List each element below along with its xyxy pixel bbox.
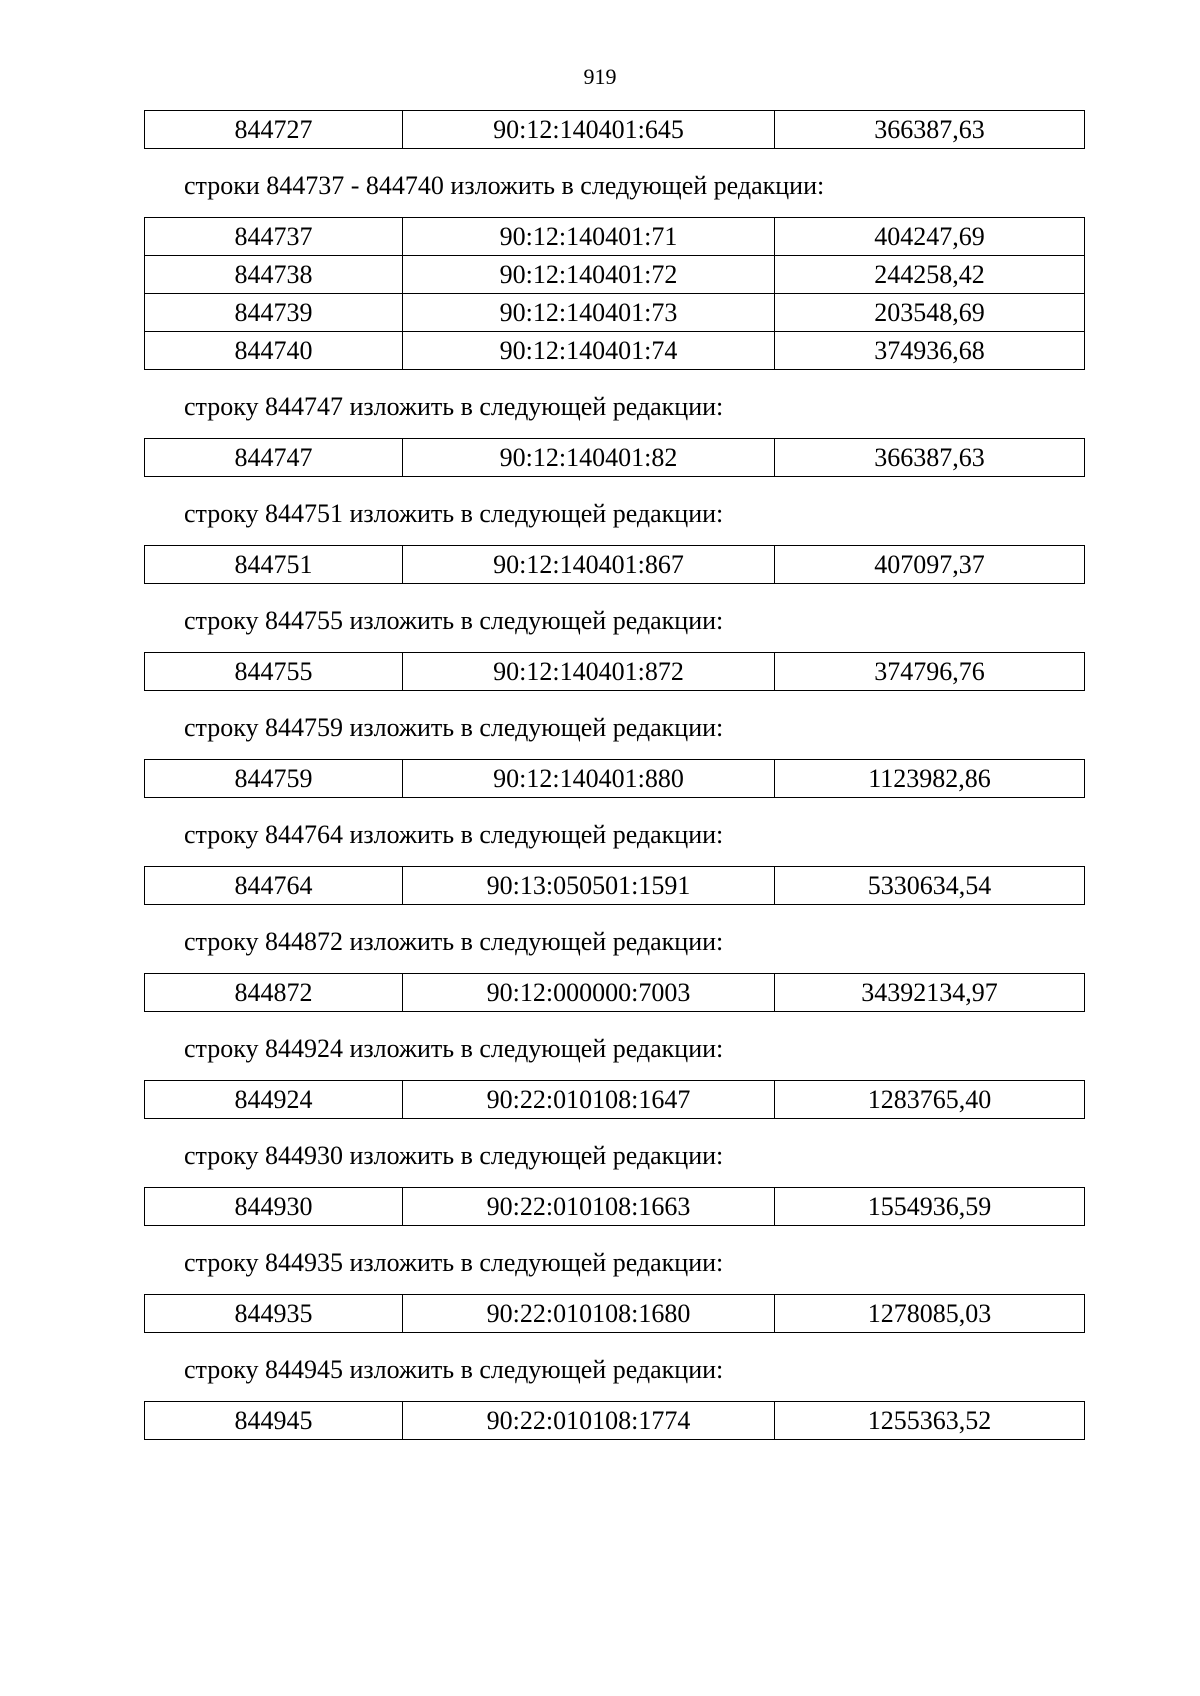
value-cell: 1278085,03 [775, 1295, 1085, 1333]
table-body [145, 1295, 1085, 1333]
amendment-caption: строку 844751 изложить в следующей редакции: [184, 499, 724, 528]
record-number-cell: 844759 [145, 760, 403, 798]
amendment-caption: строки 844737 - 844740 изложить в следующей редакции: [184, 171, 825, 200]
table-body [145, 1081, 1085, 1119]
value-cell: 34392134,97 [775, 974, 1085, 1012]
data-table [144, 1080, 1085, 1119]
value-cell: 374796,76 [775, 653, 1085, 691]
table-row [145, 218, 1085, 256]
cadastral-number-cell: 90:22:010108:1680 [403, 1295, 775, 1333]
amendment-caption: строку 844924 изложить в следующей редакции: [184, 1034, 724, 1063]
record-number-cell: 844755 [145, 653, 403, 691]
table-row [145, 867, 1085, 905]
record-number-cell: 844740 [145, 332, 403, 370]
table-row [145, 332, 1085, 370]
record-number-cell: 844747 [145, 439, 403, 477]
amendment-section [144, 816, 1084, 905]
data-table [144, 652, 1085, 691]
cadastral-number-cell: 90:12:140401:74 [403, 332, 775, 370]
value-cell: 407097,37 [775, 546, 1085, 584]
table-body [145, 867, 1085, 905]
cadastral-number-cell: 90:22:010108:1774 [403, 1402, 775, 1440]
table-row [145, 974, 1085, 1012]
table-body [145, 546, 1085, 584]
value-cell: 1554936,59 [775, 1188, 1085, 1226]
value-cell: 366387,63 [775, 439, 1085, 477]
data-table [144, 1187, 1085, 1226]
cadastral-number-cell: 90:22:010108:1663 [403, 1188, 775, 1226]
data-table [144, 1294, 1085, 1333]
table-body [145, 653, 1085, 691]
data-table [144, 759, 1085, 798]
amendment-section [144, 1137, 1084, 1226]
table-row [145, 111, 1085, 149]
table-row [145, 760, 1085, 798]
data-table [144, 110, 1085, 149]
cadastral-number-cell: 90:12:140401:73 [403, 294, 775, 332]
table-row [145, 1081, 1085, 1119]
value-cell: 1255363,52 [775, 1402, 1085, 1440]
record-number-cell: 844727 [145, 111, 403, 149]
cadastral-number-cell: 90:12:140401:82 [403, 439, 775, 477]
record-number-cell: 844739 [145, 294, 403, 332]
amendment-section [144, 388, 1084, 477]
amendment-section [144, 1244, 1084, 1333]
record-number-cell: 844924 [145, 1081, 403, 1119]
table-body [145, 1402, 1085, 1440]
table-row [145, 653, 1085, 691]
amendment-caption: строку 844930 изложить в следующей редакции: [184, 1141, 724, 1170]
cadastral-number-cell: 90:12:140401:645 [403, 111, 775, 149]
amendment-caption: строку 844764 изложить в следующей редакции: [184, 820, 724, 849]
document-body [144, 110, 1084, 1440]
amendment-caption: строку 844872 изложить в следующей редакции: [184, 927, 724, 956]
record-number-cell: 844737 [145, 218, 403, 256]
data-table [144, 1401, 1085, 1440]
data-table [144, 973, 1085, 1012]
cadastral-number-cell: 90:12:140401:72 [403, 256, 775, 294]
amendment-section [144, 1351, 1084, 1440]
amendment-caption: строку 844755 изложить в следующей редакции: [184, 606, 724, 635]
value-cell: 203548,69 [775, 294, 1085, 332]
amendment-caption: строку 844759 изложить в следующей редакции: [184, 713, 724, 742]
value-cell: 1283765,40 [775, 1081, 1085, 1119]
table-row [145, 1188, 1085, 1226]
page-number: 919 [583, 64, 617, 89]
amendment-section [144, 709, 1084, 798]
value-cell: 244258,42 [775, 256, 1085, 294]
table-row [145, 256, 1085, 294]
cadastral-number-cell: 90:12:140401:872 [403, 653, 775, 691]
amendment-sections [144, 167, 1084, 1440]
value-cell: 374936,68 [775, 332, 1085, 370]
value-cell: 404247,69 [775, 218, 1085, 256]
record-number-cell: 844764 [145, 867, 403, 905]
table-row [145, 1402, 1085, 1440]
data-table [144, 545, 1085, 584]
cadastral-number-cell: 90:12:140401:880 [403, 760, 775, 798]
table-row [145, 439, 1085, 477]
table-body [145, 111, 1085, 149]
value-cell: 366387,63 [775, 111, 1085, 149]
amendment-caption: строку 844935 изложить в следующей редакции: [184, 1248, 724, 1277]
record-number-cell: 844945 [145, 1402, 403, 1440]
amendment-caption: строку 844945 изложить в следующей редакции: [184, 1355, 724, 1384]
amendment-section [144, 495, 1084, 584]
value-cell: 1123982,86 [775, 760, 1085, 798]
amendment-section [144, 1030, 1084, 1119]
table-body [145, 974, 1085, 1012]
cadastral-number-cell: 90:12:140401:71 [403, 218, 775, 256]
amendment-section [144, 923, 1084, 1012]
table-body [145, 760, 1085, 798]
data-table [144, 217, 1085, 370]
data-table [144, 866, 1085, 905]
cadastral-number-cell: 90:13:050501:1591 [403, 867, 775, 905]
amendment-section [144, 602, 1084, 691]
table-body [145, 439, 1085, 477]
cadastral-number-cell: 90:12:140401:867 [403, 546, 775, 584]
amendment-section [144, 167, 1084, 370]
record-number-cell: 844872 [145, 974, 403, 1012]
table-body [145, 1188, 1085, 1226]
data-table [144, 438, 1085, 477]
table-row [145, 294, 1085, 332]
amendment-caption: строку 844747 изложить в следующей редакции: [184, 392, 724, 421]
record-number-cell: 844751 [145, 546, 403, 584]
table-body [145, 218, 1085, 370]
record-number-cell: 844738 [145, 256, 403, 294]
cadastral-number-cell: 90:12:000000:7003 [403, 974, 775, 1012]
record-number-cell: 844930 [145, 1188, 403, 1226]
record-number-cell: 844935 [145, 1295, 403, 1333]
table-row [145, 1295, 1085, 1333]
table-row [145, 546, 1085, 584]
cadastral-number-cell: 90:22:010108:1647 [403, 1081, 775, 1119]
value-cell: 5330634,54 [775, 867, 1085, 905]
